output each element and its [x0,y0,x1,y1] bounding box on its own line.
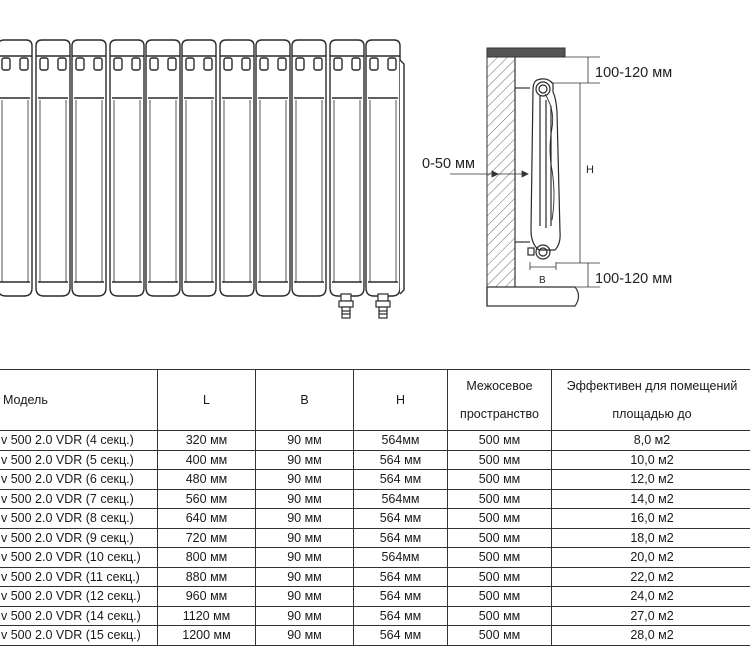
cell-length: 800 мм [158,548,256,568]
cell-axis: 500 мм [448,567,552,587]
cell-axis: 500 мм [448,509,552,529]
header-length: L [158,370,256,431]
cell-length: 720 мм [158,528,256,548]
cell-length: 1120 мм [158,606,256,626]
cell-height: 564 мм [354,470,448,490]
table-row [0,567,750,587]
cell-axis: 500 мм [448,626,552,646]
cell-height: 564мм [354,548,448,568]
cell-depth: 90 мм [256,450,354,470]
cell-depth: 90 мм [256,548,354,568]
radiator-section [256,40,290,296]
table-row [0,528,750,548]
cell-axis: 500 мм [448,528,552,548]
cell-length: 480 мм [158,470,256,490]
connector-left [339,294,353,318]
cell-model: v 500 2.0 VDR (6 секц.) [0,470,158,490]
radiator-front-view [0,40,404,296]
cell-axis: 500 мм [448,587,552,607]
radiator-section [220,40,254,296]
header-model: Модель [0,370,158,431]
cell-area: 12,0 м2 [552,470,750,490]
cell-depth: 90 мм [256,567,354,587]
table-row [0,626,750,646]
cell-depth: 90 мм [256,587,354,607]
cell-axis: 500 мм [448,489,552,509]
table-row [0,587,750,607]
table-row [0,606,750,626]
cell-area: 10,0 м2 [552,450,750,470]
bottom-connectors [339,294,390,318]
specification-table [0,369,750,646]
side-installation-view [422,48,672,306]
table-row [0,450,750,470]
radiator-section [182,40,216,296]
cell-area: 20,0 м2 [552,548,750,568]
cell-height: 564 мм [354,528,448,548]
cell-height: 564 мм [354,450,448,470]
cell-model: v 500 2.0 VDR (15 секц.) [0,626,158,646]
cell-length: 880 мм [158,567,256,587]
header-axis-line2: пространство [460,407,539,421]
cell-length: 1200 мм [158,626,256,646]
cell-axis: 500 мм [448,606,552,626]
cell-depth: 90 мм [256,431,354,451]
cell-model: v 500 2.0 VDR (4 секц.) [0,431,158,451]
cell-depth: 90 мм [256,606,354,626]
floor [487,287,579,306]
cell-model: v 500 2.0 VDR (11 секц.) [0,567,158,587]
cell-axis: 500 мм [448,431,552,451]
cell-height: 564 мм [354,509,448,529]
cell-area: 24,0 м2 [552,587,750,607]
cell-length: 640 мм [158,509,256,529]
cell-axis: 500 мм [448,548,552,568]
wall-gap-label: 0-50 мм [422,156,475,172]
cell-depth: 90 мм [256,509,354,529]
window-sill [487,48,565,57]
height-label: H [586,164,594,176]
cell-model: v 500 2.0 VDR (8 секц.) [0,509,158,529]
radiator-section [72,40,106,296]
radiator-section [366,40,400,296]
header-area [552,370,750,431]
cell-area: 22,0 м2 [552,567,750,587]
cell-area: 18,0 м2 [552,528,750,548]
cell-area: 14,0 м2 [552,489,750,509]
connector-right [376,294,390,318]
dimension-lines [450,57,600,287]
cell-depth: 90 мм [256,489,354,509]
header-area-line1: Эффективен для помещений [566,379,738,393]
cell-height: 564 мм [354,567,448,587]
cell-model: v 500 2.0 VDR (7 секц.) [0,489,158,509]
radiator-section [110,40,144,296]
header-height: H [354,370,448,431]
cell-length: 320 мм [158,431,256,451]
radiator-section [330,40,364,296]
header-axis-distance [448,370,552,431]
header-area-line2: площадью до [612,407,692,421]
cell-axis: 500 мм [448,450,552,470]
table-row [0,548,750,568]
radiator-side-profile [528,79,560,259]
cell-depth: 90 мм [256,626,354,646]
radiator-section [36,40,70,296]
table-row [0,470,750,490]
cell-area: 27,0 м2 [552,606,750,626]
cell-area: 28,0 м2 [552,626,750,646]
radiator-section [292,40,326,296]
cell-model: v 500 2.0 VDR (14 секц.) [0,606,158,626]
radiator-end-cap [400,60,404,294]
cell-height: 564 мм [354,587,448,607]
radiator-section [146,40,180,296]
cell-model: v 500 2.0 VDR (10 секц.) [0,548,158,568]
table-header-row [0,370,750,431]
cell-length: 400 мм [158,450,256,470]
table-row [0,431,750,451]
cell-length: 560 мм [158,489,256,509]
cell-height: 564 мм [354,606,448,626]
table-row [0,509,750,529]
cell-model: v 500 2.0 VDR (9 секц.) [0,528,158,548]
cell-length: 960 мм [158,587,256,607]
header-depth: B [256,370,354,431]
top-gap-label: 100-120 мм [595,65,673,81]
cell-area: 16,0 м2 [552,509,750,529]
cell-model: v 500 2.0 VDR (5 секц.) [0,450,158,470]
wall [487,57,515,287]
cell-depth: 90 мм [256,470,354,490]
header-axis-line1: Межосевое [466,379,533,393]
table-row [0,489,750,509]
bottom-gap-label: 100-120 мм [595,271,673,287]
cell-axis: 500 мм [448,470,552,490]
cell-height: 564 мм [354,626,448,646]
cell-depth: 90 мм [256,528,354,548]
cell-height: 564мм [354,431,448,451]
depth-label: B [539,275,546,286]
cell-height: 564мм [354,489,448,509]
cell-area: 8,0 м2 [552,431,750,451]
cell-model: v 500 2.0 VDR (12 секц.) [0,587,158,607]
radiator-section [0,40,32,296]
